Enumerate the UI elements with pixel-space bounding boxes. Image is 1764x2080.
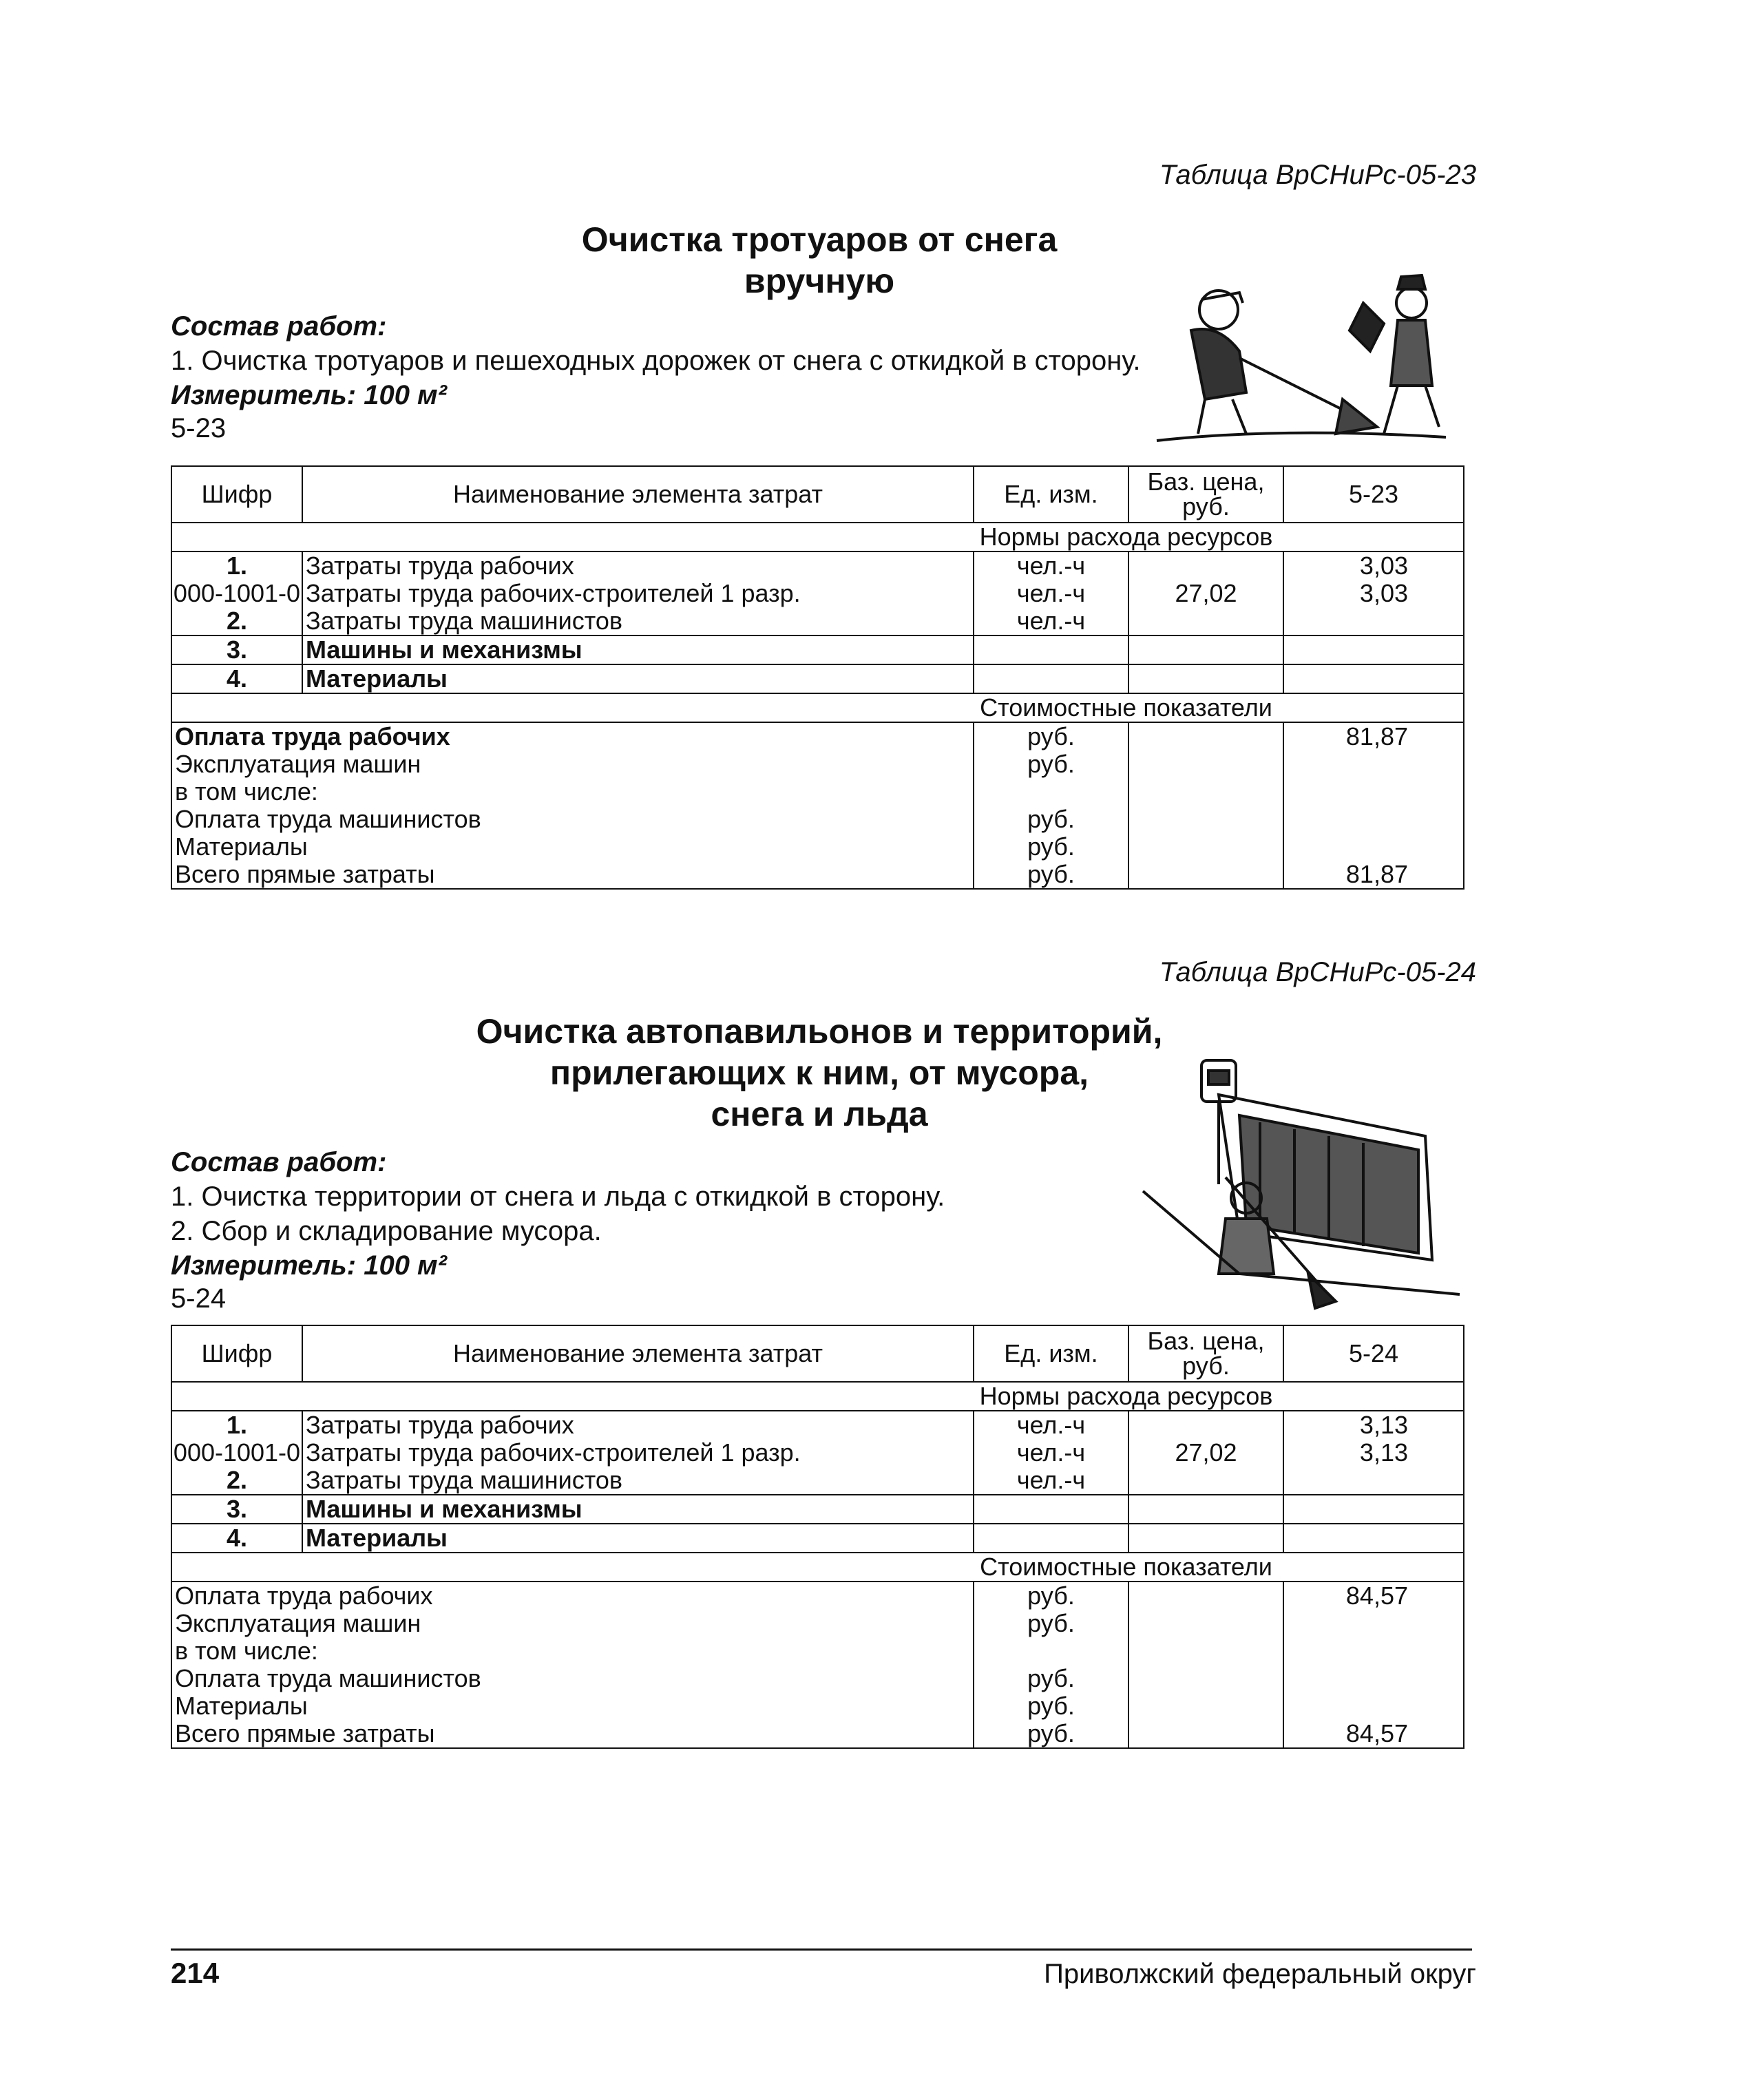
cell-unit: чел.-ч (974, 580, 1128, 607)
cell-value (1283, 1495, 1464, 1524)
cost-unit: руб. (974, 750, 1128, 778)
header-price: Баз. цена, руб. (1128, 466, 1283, 523)
cell-price (1128, 1411, 1283, 1439)
bus-stop-illustration (1136, 1053, 1467, 1315)
cost-name: Всего прямые затраты (171, 861, 974, 889)
cost-unit: руб. (974, 1665, 1128, 1692)
cell-shifr: 3. (171, 635, 302, 664)
cell-unit (974, 1495, 1128, 1524)
cost-value: 81,87 (1283, 861, 1464, 889)
cost-name: Оплата труда машинистов (171, 806, 974, 833)
cell-shifr: 3. (171, 1495, 302, 1524)
table-row (171, 580, 1464, 607)
cell-shifr: 000-1001-0 (171, 1439, 302, 1467)
table-caption: Таблица ВрСНиРс-05-23 (1159, 160, 1476, 190)
cost-empty (1128, 778, 1283, 806)
header-rate-code: 5-23 (1283, 466, 1464, 523)
cell-name: Затраты труда рабочих (302, 1411, 974, 1439)
cell-name: Материалы (302, 1524, 974, 1553)
cost-table (171, 1325, 1464, 1749)
cost-unit: руб. (974, 1692, 1128, 1720)
cost-unit (974, 778, 1128, 806)
cost-unit (974, 1637, 1128, 1665)
title-line: снега и льда (711, 1095, 928, 1133)
cell-unit (974, 664, 1128, 693)
cell-value (1283, 664, 1464, 693)
title-line: вручную (744, 262, 895, 300)
cost-value (1283, 833, 1464, 861)
cell-shifr: 000-1001-0 (171, 580, 302, 607)
section-row (171, 523, 1464, 551)
header-unit: Ед. изм. (974, 1325, 1128, 1382)
cost-name: в том числе: (171, 1637, 974, 1665)
cost-empty (1128, 806, 1283, 833)
table-caption: Таблица ВрСНиРс-05-24 (1159, 957, 1476, 987)
header-name: Наименование элемента затрат (302, 466, 974, 523)
rate-code: 5-24 (171, 1283, 227, 1314)
cell-shifr: 4. (171, 664, 302, 693)
cost-row (171, 1610, 1464, 1637)
cell-shifr: 2. (171, 1467, 302, 1495)
cell-name: Затраты труда рабочих-строителей 1 разр. (302, 580, 974, 607)
cell-unit: чел.-ч (974, 1467, 1128, 1495)
cell-price (1128, 1467, 1283, 1495)
cell-shifr: 4. (171, 1524, 302, 1553)
table-row (171, 635, 1464, 664)
cell-unit: чел.-ч (974, 551, 1128, 580)
title-line: Очистка тротуаров от снега (581, 220, 1058, 259)
cost-name: Материалы (171, 833, 974, 861)
cost-label: Стоимостные показатели (171, 1553, 1464, 1582)
cost-unit: руб. (974, 722, 1128, 750)
measure-label: Измеритель: 100 м² (171, 380, 447, 410)
cost-empty (1128, 833, 1283, 861)
cost-name: Оплата труда рабочих (171, 722, 974, 750)
cost-empty (1128, 1582, 1283, 1610)
cell-value: 3,03 (1283, 580, 1464, 607)
cell-name: Затраты труда машинистов (302, 607, 974, 635)
cell-unit: чел.-ч (974, 607, 1128, 635)
cost-empty (1128, 861, 1283, 889)
norms-label: Нормы расхода ресурсов (171, 523, 1464, 551)
cell-name: Машины и механизмы (302, 635, 974, 664)
cost-row (171, 1665, 1464, 1692)
cell-price (1128, 607, 1283, 635)
header-name: Наименование элемента затрат (302, 1325, 974, 1382)
cost-unit: руб. (974, 1582, 1128, 1610)
cell-unit (974, 1524, 1128, 1553)
section-row (171, 1553, 1464, 1582)
work-item: 2. Сбор и складирование мусора. (171, 1216, 602, 1246)
cost-value (1283, 1692, 1464, 1720)
cell-price (1128, 551, 1283, 580)
cost-name: Оплата труда рабочих (171, 1582, 974, 1610)
cell-name: Машины и механизмы (302, 1495, 974, 1524)
cell-name: Затраты труда рабочих-строителей 1 разр. (302, 1439, 974, 1467)
section-title (386, 1011, 1253, 1135)
cost-unit: руб. (974, 861, 1128, 889)
cost-unit: руб. (974, 1720, 1128, 1748)
footer-region: Приволжский федеральный округ (1044, 1959, 1476, 1989)
header-price: Баз. цена, руб. (1128, 1325, 1283, 1382)
cell-value (1283, 1467, 1464, 1495)
cost-row (171, 806, 1464, 833)
cost-value (1283, 750, 1464, 778)
cost-empty (1128, 1637, 1283, 1665)
header-shifr: Шифр (171, 466, 302, 523)
cost-name: Оплата труда машинистов (171, 1665, 974, 1692)
cost-row (171, 1692, 1464, 1720)
title-line: прилегающих к ним, от мусора, (549, 1053, 1089, 1092)
cell-price: 27,02 (1128, 580, 1283, 607)
cost-row (171, 750, 1464, 778)
cost-row (171, 833, 1464, 861)
table-row (171, 1467, 1464, 1495)
cell-price (1128, 635, 1283, 664)
table-row (171, 1411, 1464, 1439)
cost-unit: руб. (974, 806, 1128, 833)
cost-name: Эксплуатация машин (171, 1610, 974, 1637)
table-row (171, 607, 1464, 635)
cell-value: 3,13 (1283, 1439, 1464, 1467)
cost-name: Эксплуатация машин (171, 750, 974, 778)
cost-value (1283, 778, 1464, 806)
table-row (171, 664, 1464, 693)
table-header-row (171, 466, 1464, 523)
cell-shifr: 2. (171, 607, 302, 635)
cell-shifr: 1. (171, 551, 302, 580)
cost-unit: руб. (974, 1610, 1128, 1637)
cell-name: Материалы (302, 664, 974, 693)
cell-value (1283, 607, 1464, 635)
section-row (171, 693, 1464, 722)
table-row (171, 1439, 1464, 1467)
cost-row (171, 861, 1464, 889)
cost-row (171, 1720, 1464, 1748)
cell-price (1128, 1524, 1283, 1553)
cost-value (1283, 1665, 1464, 1692)
section-row (171, 1382, 1464, 1411)
title-line: Очистка автопавильонов и территорий, (476, 1012, 1163, 1051)
snow-cleaning-illustration (1143, 262, 1460, 448)
cell-name: Затраты труда машинистов (302, 1467, 974, 1495)
cost-value (1283, 806, 1464, 833)
table-row (171, 551, 1464, 580)
header-shifr: Шифр (171, 1325, 302, 1382)
cost-row (171, 778, 1464, 806)
cell-value (1283, 1524, 1464, 1553)
cell-price: 27,02 (1128, 1439, 1283, 1467)
cost-value (1283, 1610, 1464, 1637)
cell-unit: чел.-ч (974, 1411, 1128, 1439)
table-row (171, 1495, 1464, 1524)
cost-empty (1128, 1665, 1283, 1692)
cell-price (1128, 1495, 1283, 1524)
cost-empty (1128, 1720, 1283, 1748)
cell-value: 3,03 (1283, 551, 1464, 580)
cost-empty (1128, 1692, 1283, 1720)
cost-value: 81,87 (1283, 722, 1464, 750)
cell-value: 3,13 (1283, 1411, 1464, 1439)
cost-name: Всего прямые затраты (171, 1720, 974, 1748)
norms-label: Нормы расхода ресурсов (171, 1382, 1464, 1411)
work-composition-heading: Состав работ: (171, 1147, 387, 1177)
header-rate-code: 5-24 (1283, 1325, 1464, 1382)
cost-empty (1128, 722, 1283, 750)
cost-row (171, 1637, 1464, 1665)
cell-price (1128, 664, 1283, 693)
cost-label: Стоимостные показатели (171, 693, 1464, 722)
cost-name: в том числе: (171, 778, 974, 806)
cost-empty (1128, 750, 1283, 778)
cell-name: Затраты труда рабочих (302, 551, 974, 580)
cost-row (171, 722, 1464, 750)
rate-code: 5-23 (171, 413, 227, 443)
cell-value (1283, 635, 1464, 664)
cost-name: Материалы (171, 1692, 974, 1720)
header-unit: Ед. изм. (974, 466, 1128, 523)
cost-value: 84,57 (1283, 1582, 1464, 1610)
cost-empty (1128, 1610, 1283, 1637)
cost-unit: руб. (974, 833, 1128, 861)
cell-shifr: 1. (171, 1411, 302, 1439)
cell-unit (974, 635, 1128, 664)
work-item: 1. Очистка территории от снега и льда с откидкой в сторону. (171, 1181, 945, 1212)
cost-row (171, 1582, 1464, 1610)
cost-table (171, 465, 1464, 890)
cost-value: 84,57 (1283, 1720, 1464, 1748)
page-number: 214 (171, 1957, 220, 1989)
table-header-row (171, 1325, 1464, 1382)
footer-divider (171, 1948, 1472, 1951)
cell-unit: чел.-ч (974, 1439, 1128, 1467)
measure-label: Измеритель: 100 м² (171, 1250, 447, 1281)
work-composition-heading: Состав работ: (171, 311, 387, 342)
work-item: 1. Очистка тротуаров и пешеходных дорожек от снега с откидкой в сторону. (171, 346, 1141, 376)
table-row (171, 1524, 1464, 1553)
cost-value (1283, 1637, 1464, 1665)
section-title (441, 219, 1198, 302)
